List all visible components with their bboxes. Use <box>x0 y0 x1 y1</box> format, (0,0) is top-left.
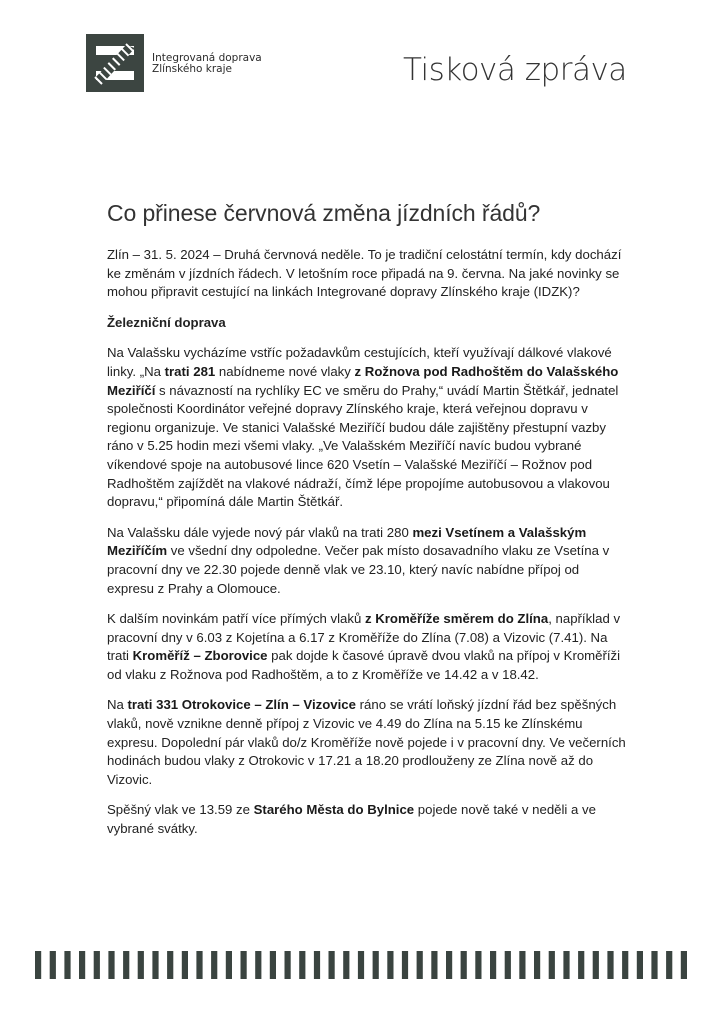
footer-stripe <box>402 951 408 979</box>
footer-stripe <box>505 951 511 979</box>
footer-stripe <box>431 951 437 979</box>
text: Na Valašsku vycházíme vstříc požadavkům cestujících, kteří využívají dálkové vlakové linky. „Na <box>107 345 612 379</box>
footer-stripe <box>475 951 481 979</box>
footer-stripe <box>607 951 613 979</box>
footer-stripe <box>152 951 158 979</box>
section-heading: Železniční doprava <box>107 314 226 330</box>
footer-stripe <box>79 951 85 979</box>
text: Na <box>107 697 128 713</box>
paragraph-spesny-vlak <box>107 801 627 838</box>
footer-stripe <box>534 951 540 979</box>
footer-stripe <box>167 951 173 979</box>
footer-stripe-band <box>35 951 687 979</box>
footer-stripe <box>578 951 584 979</box>
text: ve všední dny odpoledne. Večer pak místo dosavadního vlaku ze Vsetína v pracovní dny ve 22.30 pojede denně vlak ve 23.10, který navíc nabídne přípoj od expresu z Prahy a Olomouce. <box>107 543 610 596</box>
footer-stripe <box>64 951 70 979</box>
paragraph-trat-331 <box>107 696 627 789</box>
text: pojede nově také v neděli a ve vybrané svátky. <box>107 802 596 837</box>
emphasis: z Kroměříže směrem do Zlína <box>364 611 549 627</box>
emphasis: trati 281 <box>164 363 216 379</box>
text: ráno se vrátí loňský jízdní řád bez spěšných vlaků, nově vznikne denně přípoj z Vizovic ve 4.49 do Zlína na 5.15 ke Zlínskému expresu. Dopolední pár vlaků do/z Kroměříže nově pojede i v pracovní dny. Ve večerních hodinách budou vlaky z Otrokovic v 17.21 a 18.20 prodlouženy ze Zlína nově až do Vizovic. <box>107 697 626 787</box>
footer-stripe <box>666 951 672 979</box>
footer-stripe <box>373 951 379 979</box>
footer-stripe <box>35 951 41 979</box>
organization-name-line1: Integrovaná doprava <box>152 52 262 64</box>
article-body <box>107 246 627 851</box>
footer-stripe <box>94 951 100 979</box>
paragraph-valassko-280 <box>107 524 627 598</box>
footer-stripe <box>651 951 657 979</box>
footer-stripe <box>417 951 423 979</box>
footer-stripe <box>622 951 628 979</box>
footer-stripe <box>519 951 525 979</box>
footer-stripe <box>138 951 144 979</box>
footer-stripe <box>343 951 349 979</box>
paragraph-kromeriz <box>107 610 627 684</box>
footer-stripe <box>329 951 335 979</box>
footer-stripe <box>270 951 276 979</box>
emphasis: trati 331 Otrokovice – Zlín – Vizovice <box>127 697 356 713</box>
paragraph-valassko-281 <box>107 344 627 511</box>
footer-stripe <box>681 951 687 979</box>
footer-stripe <box>461 951 467 979</box>
footer-stripe <box>211 951 217 979</box>
footer-stripe <box>299 951 305 979</box>
document-type-title: Tisková zpráva <box>403 52 627 88</box>
text: nabídneme nové vlaky <box>215 363 355 379</box>
footer-stripe <box>358 951 364 979</box>
text: pak dojde k časové úpravě dvou vlaků na přípoj v Kroměříži od vlaku z Rožnova pod Radhoštěm, a to z Kroměříže ve 14.42 a v 18.42. <box>107 648 621 682</box>
footer-stripe <box>108 951 114 979</box>
footer-stripe <box>182 951 188 979</box>
footer-stripe <box>314 951 320 979</box>
organization-name <box>152 53 262 75</box>
intro-paragraph: Zlín – 31. 5. 2024 – Druhá červnová neděle. To je tradiční celostátní termín, kdy dochází ke změnám v jízdních řádech. V letošním roce připadá na 9. června. Na jaké novinky se mohou připravit cestující na linkách Integrované dopravy Zlínského kraje (IDZK)? <box>107 247 622 300</box>
footer-stripe <box>593 951 599 979</box>
footer-stripe <box>226 951 232 979</box>
text: , například v pracovní dny v 6.03 z Kojetína a 6.17 z Kroměříže do Zlína (7.08) a Vizovic (7.41). Na trati <box>107 611 621 664</box>
footer-stripe <box>563 951 569 979</box>
text: s návazností na rychlíky EC ve směru do Prahy,“ uvádí Martin Štětkář, jednatel společnosti Koordinátor veřejné dopravy Zlínského kraje, která veřejnou dopravu v regionu organizuje. Ve stanici Valašské Meziříčí budou dále zajištěny přestupní vazby ráno v 5.25 hodin mezi všemi vlaky. „Ve Valašském Meziříčí navíc budou vybrané víkendové spoje na autobusové lince 620 Vsetín – Valašské Meziříčí – Rožnov pod Radhoštěm zajíždět na vlakové nádraží, čímž lépe propojíme autobusovou a vlakovou dopravu,“ připomíná dále Martin Štětkář. <box>107 382 619 510</box>
footer-stripe <box>285 951 291 979</box>
footer-stripe <box>446 951 452 979</box>
emphasis: mezi Vsetínem a Valašským Meziříčím <box>107 524 587 559</box>
footer-stripe <box>123 951 129 979</box>
organization-name-line2: Zlínského kraje <box>152 63 232 75</box>
footer-stripe <box>549 951 555 979</box>
footer-stripe <box>196 951 202 979</box>
article-headline: Co přinese červnová změna jízdních řádů? <box>107 200 541 226</box>
emphasis: Kroměříž – Zborovice <box>132 648 268 664</box>
text: Na Valašsku dále vyjede nový pár vlaků na trati 280 <box>107 524 413 540</box>
idzk-logo <box>86 34 144 92</box>
footer-stripe <box>50 951 56 979</box>
footer-stripe <box>255 951 261 979</box>
footer-stripe <box>637 951 643 979</box>
emphasis: z Rožnova pod Radhoštěm do Valašského Meziříčí <box>107 363 619 398</box>
footer-stripe <box>241 951 247 979</box>
emphasis: Starého Města do Bylnice <box>253 802 415 818</box>
text: Spěšný vlak ve 13.59 ze <box>107 802 254 818</box>
footer-stripe <box>490 951 496 979</box>
footer-stripe <box>387 951 393 979</box>
text: K dalším novinkám patří více přímých vlaků <box>107 611 365 627</box>
